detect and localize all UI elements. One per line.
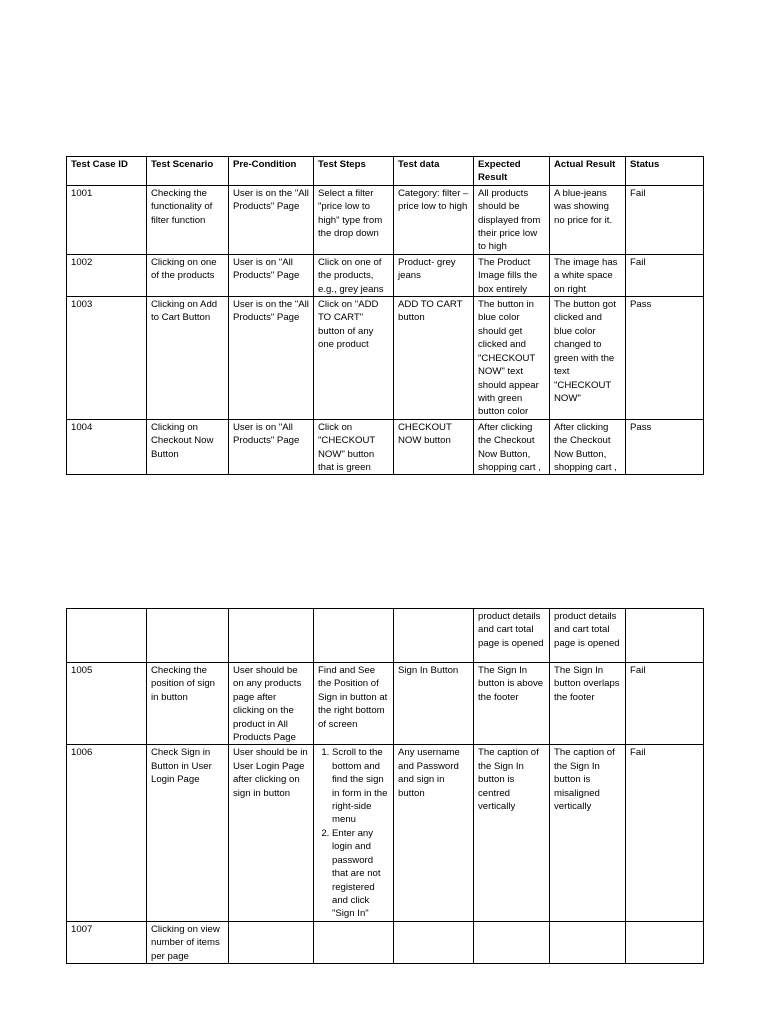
cell-status: Fail — [626, 254, 704, 296]
cell-test-data: Sign In Button — [394, 663, 474, 745]
cell-expected-result: After clicking the Checkout Now Button, shopping cart , — [474, 419, 550, 475]
cell-status — [626, 609, 704, 663]
cell-test-case-id: 1005 — [67, 663, 147, 745]
cell-status: Fail — [626, 745, 704, 921]
cell-expected-result: The Sign In button is above the footer — [474, 663, 550, 745]
cell-actual-result: product details and cart total page is opened — [550, 609, 626, 663]
continuation-row — [67, 609, 704, 663]
test-steps-list — [318, 746, 390, 920]
cell-pre-condition: User is on "All Products" Page — [229, 419, 314, 475]
cell-test-case-id: 1003 — [67, 297, 147, 420]
cell-actual-result: The image has a white space on right — [550, 254, 626, 296]
cell-test-case-id: 1004 — [67, 419, 147, 475]
cell-test-data: Category: filter – price low to high — [394, 185, 474, 254]
cell-pre-condition: User should be on any products page after clicking on the product in All Products Page — [229, 663, 314, 745]
cell-test-scenario: Clicking on one of the products — [147, 254, 229, 296]
cell-pre-condition — [229, 921, 314, 963]
header-status: Status — [626, 157, 704, 186]
cell-actual-result: The button got clicked and blue color changed to green with the text "CHECKOUT NOW" — [550, 297, 626, 420]
cell-test-steps: Click on "ADD TO CART" button of any one product — [314, 297, 394, 420]
test-step-item: 2. Enter any login and password that are not registered and click "Sign In" — [332, 827, 390, 921]
cell-expected-result: The Product Image fills the box entirely — [474, 254, 550, 296]
cell-test-steps — [314, 609, 394, 663]
cell-status: Fail — [626, 185, 704, 254]
cell-actual-result: A blue-jeans was showing no price for it. — [550, 185, 626, 254]
table-row — [67, 297, 704, 420]
cell-test-case-id — [67, 609, 147, 663]
table-row — [67, 745, 704, 921]
header-pre-condition: Pre-Condition — [229, 157, 314, 186]
cell-test-case-id: 1006 — [67, 745, 147, 921]
cell-test-scenario: Clicking on Add to Cart Button — [147, 297, 229, 420]
cell-actual-result — [550, 921, 626, 963]
table-row — [67, 663, 704, 745]
cell-test-scenario: Clicking on Checkout Now Button — [147, 419, 229, 475]
header-test-steps: Test Steps — [314, 157, 394, 186]
header-test-case-id: Test Case ID — [67, 157, 147, 186]
cell-actual-result: The caption of the Sign In button is misaligned vertically — [550, 745, 626, 921]
table-row — [67, 185, 704, 254]
cell-pre-condition — [229, 609, 314, 663]
test-case-table-top — [66, 156, 704, 475]
cell-test-steps: Click on "CHECKOUT NOW" button that is green — [314, 419, 394, 475]
test-case-table-bottom — [66, 608, 704, 964]
cell-status: Pass — [626, 297, 704, 420]
cell-expected-result: product details and cart total page is opened — [474, 609, 550, 663]
cell-test-steps: Select a filter "price low to high" type from the drop down — [314, 185, 394, 254]
cell-test-scenario: Checking the functionality of filter function — [147, 185, 229, 254]
cell-expected-result: The button in blue color should get clicked and "CHECKOUT NOW" text should appear with green button color — [474, 297, 550, 420]
cell-test-data: CHECKOUT NOW button — [394, 419, 474, 475]
cell-actual-result: After clicking the Checkout Now Button, shopping cart , — [550, 419, 626, 475]
header-row — [67, 157, 704, 186]
cell-test-data — [394, 921, 474, 963]
cell-test-steps: Find and See the Position of Sign in button at the right bottom of screen — [314, 663, 394, 745]
cell-test-case-id: 1002 — [67, 254, 147, 296]
cell-status: Fail — [626, 663, 704, 745]
cell-test-scenario: Check Sign in Button in User Login Page — [147, 745, 229, 921]
cell-test-data: Product- grey jeans — [394, 254, 474, 296]
cell-test-scenario: Clicking on view number of items per page — [147, 921, 229, 963]
table-row — [67, 419, 704, 475]
cell-test-case-id: 1007 — [67, 921, 147, 963]
cell-test-steps: Click on one of the products, e.g., grey jeans — [314, 254, 394, 296]
cell-pre-condition: User is on the "All Products" Page — [229, 297, 314, 420]
cell-test-case-id: 1001 — [67, 185, 147, 254]
cell-test-data: ADD TO CART button — [394, 297, 474, 420]
test-step-item: 1. Scroll to the bottom and find the sign in form in the right-side menu — [332, 746, 390, 826]
cell-test-scenario — [147, 609, 229, 663]
cell-test-data — [394, 609, 474, 663]
cell-test-steps — [314, 921, 394, 963]
table-row — [67, 921, 704, 963]
cell-status: Pass — [626, 419, 704, 475]
header-expected-result: Expected Result — [474, 157, 550, 186]
cell-expected-result: The caption of the Sign In button is centred vertically — [474, 745, 550, 921]
cell-expected-result: All products should be displayed from their price low to high — [474, 185, 550, 254]
cell-test-data: Any username and Password and sign in button — [394, 745, 474, 921]
header-actual-result: Actual Result — [550, 157, 626, 186]
cell-pre-condition: User should be in User Login Page after clicking on sign in button — [229, 745, 314, 921]
cell-status — [626, 921, 704, 963]
cell-actual-result: The Sign In button overlaps the footer — [550, 663, 626, 745]
cell-test-scenario: Checking the position of sign in button — [147, 663, 229, 745]
header-test-data: Test data — [394, 157, 474, 186]
cell-pre-condition: User is on the "All Products" Page — [229, 185, 314, 254]
cell-pre-condition: User is on "All Products" Page — [229, 254, 314, 296]
table-row — [67, 254, 704, 296]
cell-test-steps — [314, 745, 394, 921]
header-test-scenario: Test Scenario — [147, 157, 229, 186]
cell-expected-result — [474, 921, 550, 963]
